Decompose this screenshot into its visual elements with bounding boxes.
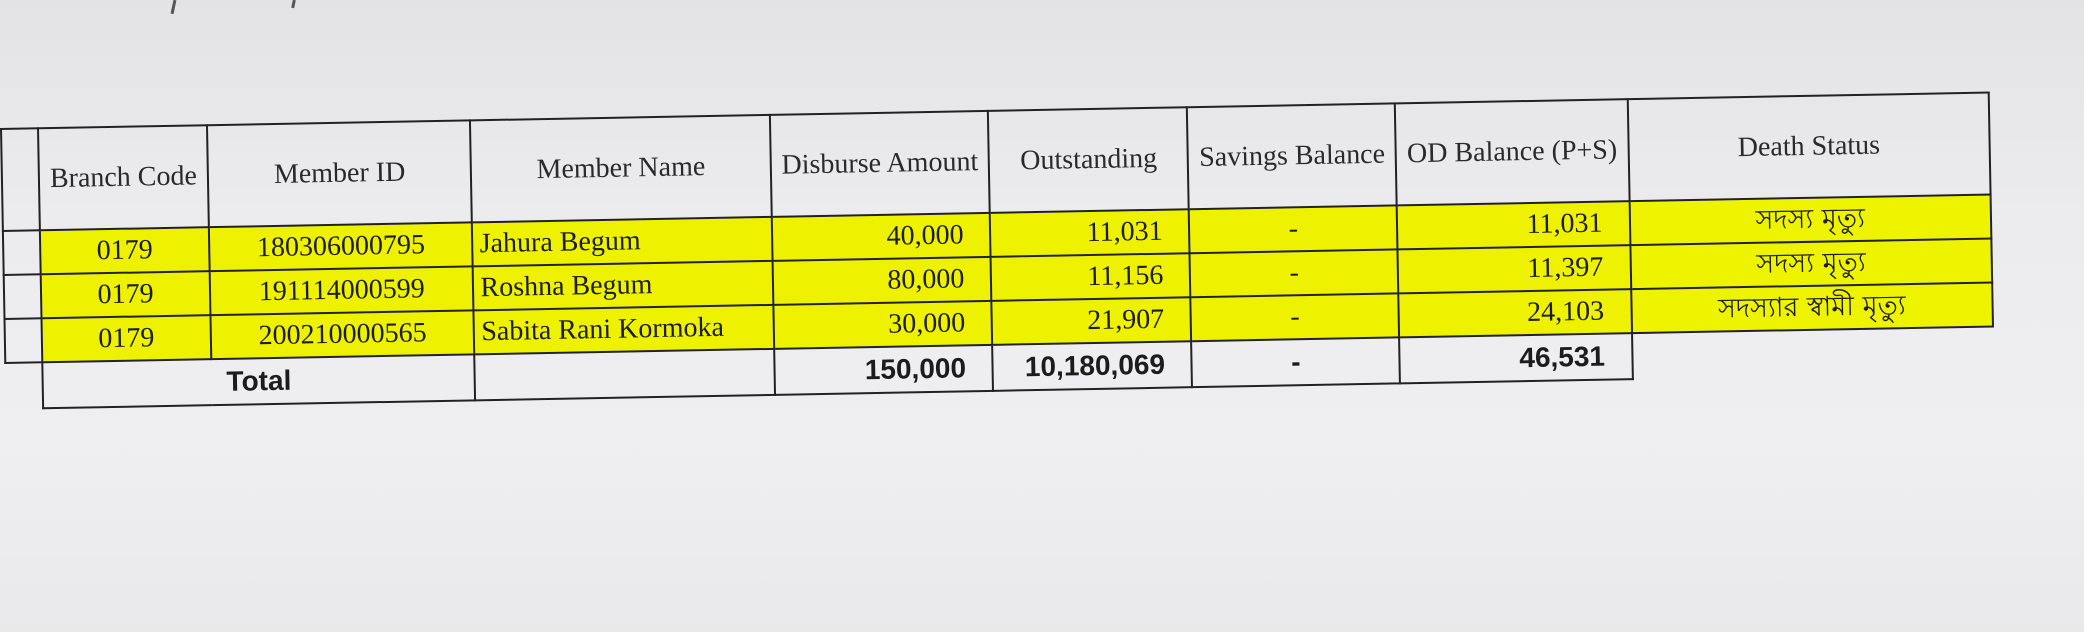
disburse-amount-cell: 80,000 <box>772 257 992 305</box>
total-blank-cell <box>5 362 43 409</box>
row-blank-cell <box>3 230 41 275</box>
outstanding-cell: 11,031 <box>990 209 1190 257</box>
header-blank-left <box>1 128 40 231</box>
header-death-status: Death Status <box>1627 93 1990 202</box>
header-savings-balance: Savings Balance <box>1187 103 1397 209</box>
header-outstanding: Outstanding <box>988 107 1189 213</box>
header-branch-code: Branch Code <box>38 125 209 230</box>
header-od-balance: OD Balance (P+S) <box>1395 99 1629 205</box>
total-od-balance: 46,531 <box>1399 333 1632 383</box>
header-disburse-amount: Disburse Amount <box>770 111 991 217</box>
disburse-amount-cell: 40,000 <box>771 213 991 261</box>
od-balance-cell: 11,031 <box>1397 201 1630 249</box>
row-blank-cell <box>4 318 42 363</box>
branch-code-cell: 0179 <box>41 271 211 318</box>
member-name-cell: Jahura Begum <box>472 217 772 266</box>
branch-code-cell: 0179 <box>40 227 210 274</box>
total-label: Total <box>42 354 475 408</box>
member-name-cell: Roshna Begum <box>473 261 773 310</box>
death-status-cell: সদস্যার স্বামী মৃত্যু <box>1631 283 1993 334</box>
branch-code-cell: 0179 <box>41 315 211 362</box>
total-disburse-amount: 150,000 <box>774 345 994 395</box>
header-member-name: Member Name <box>470 115 771 222</box>
member-id-cell: 191114000599 <box>210 266 474 315</box>
outstanding-cell: 11,156 <box>991 253 1191 301</box>
member-id-cell: 180306000795 <box>209 222 473 271</box>
pen-mark <box>291 0 296 8</box>
savings-balance-cell: - <box>1191 293 1400 341</box>
death-status-cell: সদস্য মৃত্যু <box>1629 195 1991 246</box>
document-sheet <box>0 92 1996 458</box>
death-status-cell: সদস্য মৃত্যু <box>1630 239 1992 290</box>
pen-mark <box>171 0 177 14</box>
outstanding-cell: 21,907 <box>992 297 1192 345</box>
od-balance-cell: 24,103 <box>1399 289 1632 337</box>
od-balance-cell: 11,397 <box>1398 245 1631 293</box>
total-member-name-cell <box>475 349 775 400</box>
member-id-cell: 200210000565 <box>210 310 474 359</box>
total-status-blank <box>1632 327 1994 380</box>
savings-balance-cell: - <box>1189 205 1398 253</box>
member-name-cell: Sabita Rani Kormoka <box>474 305 774 354</box>
total-savings-balance: - <box>1192 337 1401 387</box>
disburse-amount-cell: 30,000 <box>773 301 993 349</box>
row-blank-cell <box>4 274 42 319</box>
savings-balance-cell: - <box>1190 249 1399 297</box>
header-member-id: Member ID <box>207 120 472 227</box>
member-death-status-table <box>0 92 1995 410</box>
total-outstanding: 10,180,069 <box>993 341 1193 391</box>
